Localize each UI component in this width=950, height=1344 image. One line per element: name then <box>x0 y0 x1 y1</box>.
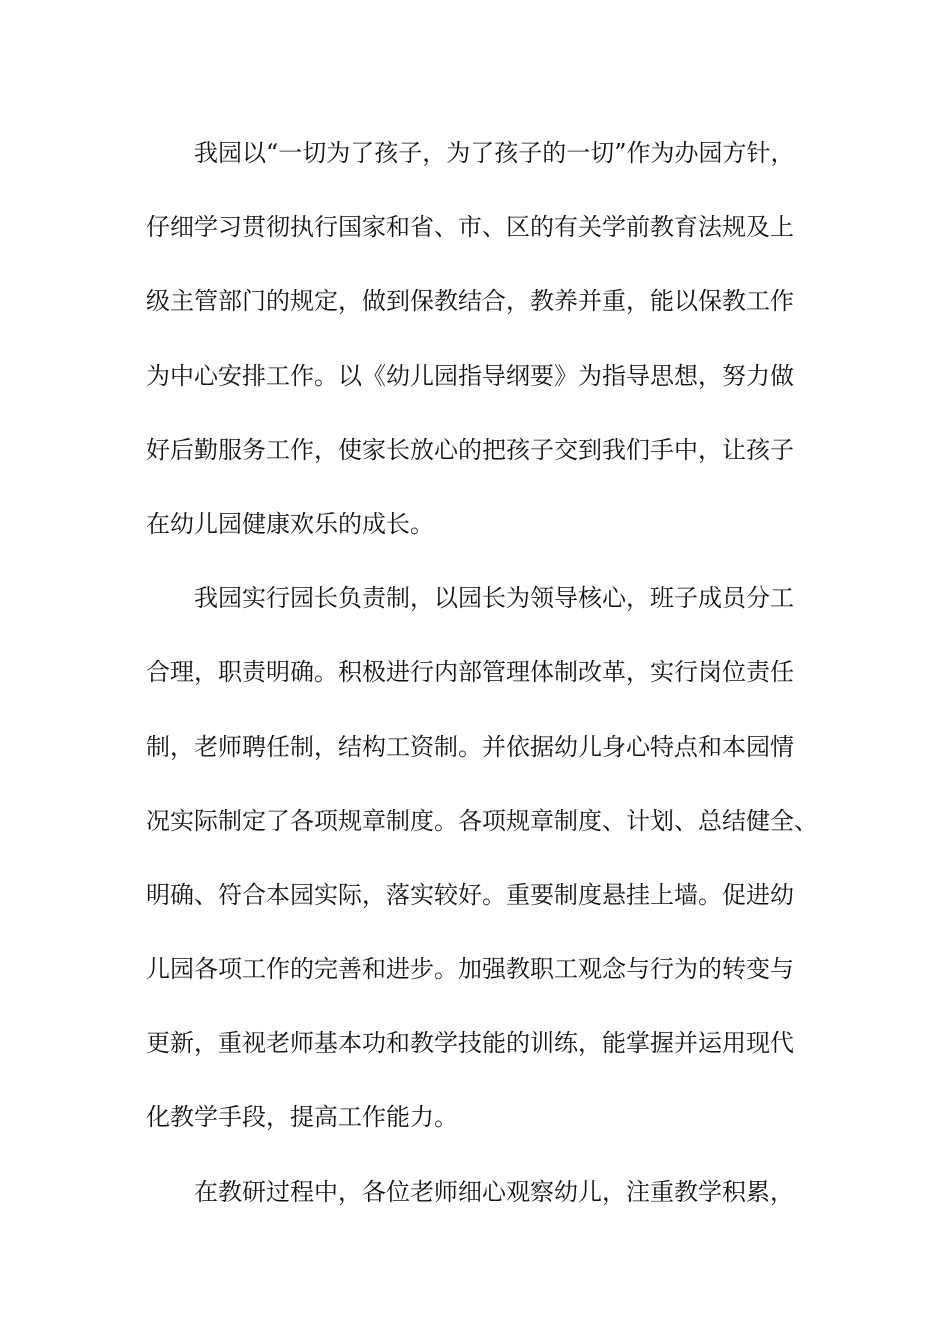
paragraph-2-line-3: 制，老师聘任制，结构工资制。并依据幼儿身心特点和本园情 <box>146 732 794 761</box>
paragraph-2-line-5: 明确、符合本园实际，落实较好。重要制度悬挂上墙。促进幼 <box>146 880 794 909</box>
paragraph-1-line-3: 级主管部门的规定，做到保教结合，教养并重，能以保教工作 <box>146 287 794 316</box>
document-body <box>146 131 826 1244</box>
paragraph-1-line-6: 在幼儿园健康欢乐的成长。 <box>146 509 434 538</box>
paragraph-2-line-8: 化教学手段，提高工作能力。 <box>146 1103 458 1132</box>
paragraph-1-line-2: 仔细学习贯彻执行国家和省、市、区的有关学前教育法规及上 <box>146 213 794 242</box>
paragraph-1-line-1: 我园以“一切为了孩子，为了孩子的一切”作为办园方针， <box>194 139 795 167</box>
paragraph-2-line-6: 儿园各项工作的完善和进步。加强教职工观念与行为的转变与 <box>146 955 794 984</box>
paragraph-2-line-2: 合理，职责明确。积极进行内部管理体制改革，实行岗位责任 <box>146 658 794 687</box>
paragraph-2-line-7: 更新，重视老师基本功和教学技能的训练，能掌握并运用现代 <box>146 1029 794 1058</box>
paragraph-3-line-1: 在教研过程中，各位老师细心观察幼儿，注重教学积累， <box>194 1177 794 1206</box>
paragraph-2-line-1: 我园实行园长负责制，以园长为领导核心，班子成员分工 <box>194 584 794 613</box>
paragraph-2-line-4: 况实际制定了各项规章制度。各项规章制度、计划、总结健全、 <box>146 806 818 835</box>
paragraph-1-line-5: 好后勤服务工作，使家长放心的把孩子交到我们手中，让孩子 <box>146 435 794 464</box>
paragraph-1-line-4: 为中心安排工作。以《幼儿园指导纲要》为指导思想，努力做 <box>146 361 794 390</box>
